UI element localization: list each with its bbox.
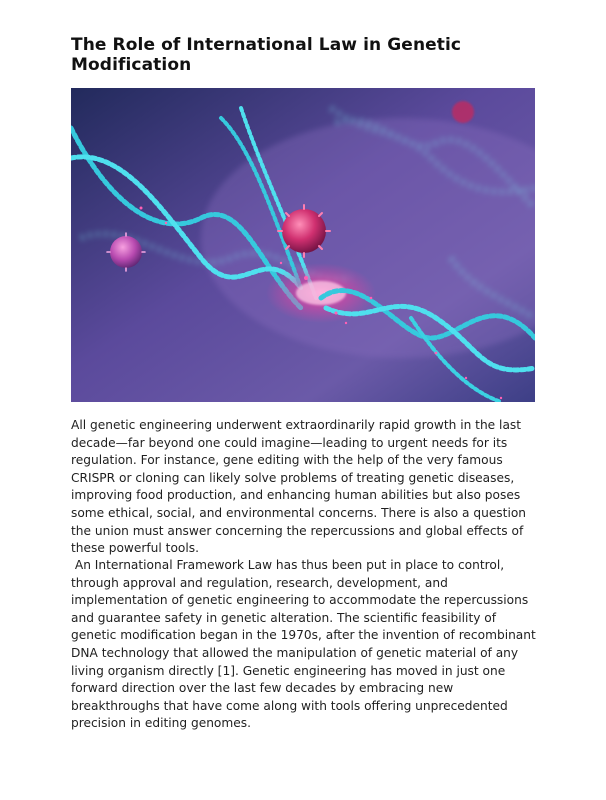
paragraph-intro: All genetic engineering underwent extraordinarily rapid growth in the last decade—far beyond one could imagine—leading to urgent needs for its regulation. For instance, gene editing with the help of the very famous CRISPR or cloning can likely solve problems of treating genetic diseases, improving food production, and enhancing human abilities but also poses some ethical, social, and environmental concerns. There is also a question the union must answer concerning the repercussions and global effects of these powerful tools. — [71, 418, 527, 556]
dna-virus-illustration — [71, 88, 535, 402]
page-title: The Role of International Law in Genetic Modification — [71, 35, 462, 75]
virus-background — [452, 101, 474, 123]
virus-large — [278, 205, 330, 257]
paragraph-framework: An International Framework Law has thus been put in place to control, through approval and regulation, research, development, and implementation of genetic engineering to accommodate the repercussions and guarantee safety in genetic alteration. The scientific feasibility of genetic modification began in the 1970s, after the invention of recombinant DNA technology that allowed the manipulation of genetic material of any living organism directly [1]. Genetic engineering has moved in just one forward direction over the last few decades by embracing new breakthroughs that have come along with tools offering unprecedented precision in editing genomes. — [71, 558, 536, 731]
